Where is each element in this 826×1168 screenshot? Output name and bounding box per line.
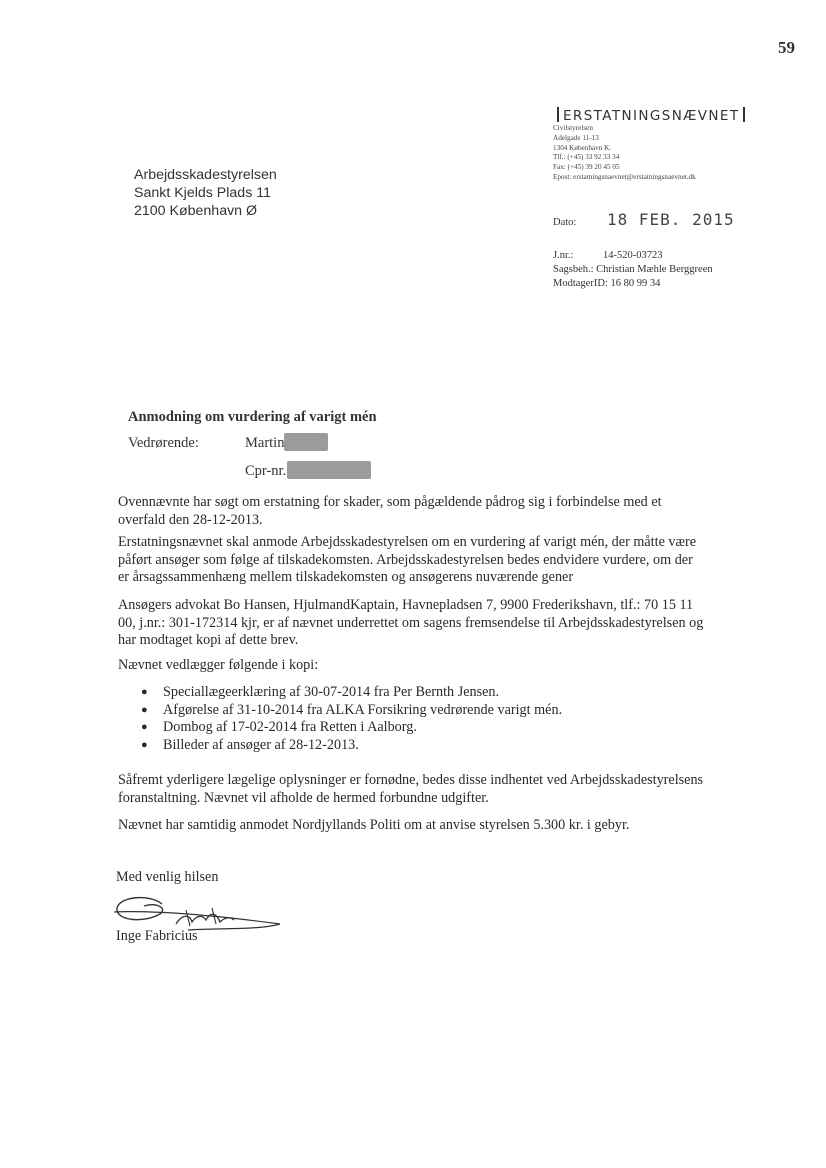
letterhead-brand	[553, 107, 793, 124]
redacted-cpr	[287, 461, 371, 479]
recipient-name: Arbejdsskadestyrelsen	[134, 167, 277, 183]
date-label: Dato:	[553, 217, 577, 228]
list-item	[141, 719, 562, 737]
paragraph-request: Erstatningsnævnet skal anmode Arbejdsskadestyrelsen om en vurdering af varigt mén, der måtte være påført ansøger som følge af tilskadekomsten. Arbejdsskadestyrelsen bedes endvidere vurdere, om der er årsagssammenhæng mellem tilskadekomsten og ansøgerens nuværende gener	[118, 534, 696, 585]
closing-greeting: Med venlig hilsen	[116, 869, 219, 885]
letterhead	[553, 107, 793, 183]
reference-name: Martin	[245, 435, 285, 451]
letterhead-line: Civilstyrelsen	[553, 124, 593, 132]
enclosure-text: Speciallægeerklæring af 30-07-2014 fra Per Bernth Jensen.	[163, 684, 500, 700]
letterhead-line: Tlf.: (+45) 33 92 33 34	[553, 153, 620, 162]
date-row	[553, 210, 735, 230]
bullet-icon: ●	[141, 703, 148, 716]
enclosure-text: Afgørelse af 31-10-2014 fra ALKA Forsikring vedrørende varigt mén.	[163, 701, 563, 718]
enclosure-text: Dombog af 17-02-2014 fra Retten i Aalborg.	[163, 719, 417, 735]
cpr-row	[245, 461, 371, 480]
letterhead-email: Epost: erstatningsnaevnet@erstatningsnaevnet.dk	[553, 172, 696, 181]
paragraph-application: Ovennævnte har søgt om erstatning for skader, som pågældende pådrog sig i forbindelse med et overfald den 28-12-2013.	[118, 494, 662, 528]
letterhead-line: Fax: (+45) 39 20 45 05	[553, 163, 620, 172]
list-item	[141, 702, 562, 720]
list-item	[141, 684, 562, 702]
receiver-id-label: ModtagerID:	[553, 278, 608, 289]
receiver-id-value: 16 80 99 34	[610, 278, 661, 289]
page-number: 59	[778, 38, 795, 57]
enclosure-text: Billeder af ansøger af 28-12-2013.	[163, 736, 359, 753]
reference-label: Vedrørende:	[128, 435, 199, 451]
letter-subject: Anmodning om vurdering af varigt mén	[128, 409, 377, 425]
letterhead-line: Adelgade 11-13	[553, 133, 599, 142]
paragraph-further-info: Såfremt yderligere lægelige oplysninger er fornødne, bedes disse indhentet ved Arbejdsskadestyrelsens foranstaltning. Nævnet vil afholde de hermed forbundne udgifter.	[118, 772, 704, 806]
caseworker-value: Christian Mæhle Berggreen	[596, 264, 713, 275]
reference-row	[128, 433, 328, 452]
paragraph-fee: Nævnet har samtidig anmodet Nordjyllands Politi om at anvise styrelsen 5.300 kr. i gebyr.	[118, 817, 630, 833]
bullet-icon: ●	[141, 738, 148, 751]
redacted-surname	[284, 433, 328, 451]
caseworker-label: Sagsbeh.:	[553, 264, 594, 275]
cpr-label: Cpr-nr.	[245, 463, 287, 479]
case-metadata	[553, 249, 713, 291]
date-stamp: 18 FEB. 2015	[607, 210, 735, 229]
bullet-icon: ●	[141, 721, 148, 733]
recipient-street: Sankt Kjelds Plads 11	[134, 185, 271, 201]
jnr-label: J.nr.:	[553, 250, 574, 261]
enclosure-list	[141, 684, 562, 754]
jnr-value: 14-520-03723	[603, 250, 663, 261]
paragraph-enclosures-intro: Nævnet vedlægger følgende i kopi:	[118, 657, 319, 673]
signer-name: Inge Fabricius	[116, 928, 198, 944]
paragraph-lawyer: Ansøgers advokat Bo Hansen, HjulmandKaptain, Havnepladsen 7, 9900 Frederikshavn, tlf.: 70 15 11 00, j.nr.: 301-172314 kjr, er af nævnet underrettet om sagens fremsendelse til Arbejdsskadestyrelsen og har modtaget kopi af dette brev.	[118, 597, 704, 648]
bullet-icon: ●	[141, 686, 148, 698]
recipient-address	[134, 166, 277, 220]
letterhead-line: 1304 København K.	[553, 143, 612, 152]
list-item	[141, 737, 562, 755]
letterhead-name: ERSTATNINGSNÆVNET	[563, 108, 740, 124]
recipient-city: 2100 København Ø	[134, 203, 258, 219]
